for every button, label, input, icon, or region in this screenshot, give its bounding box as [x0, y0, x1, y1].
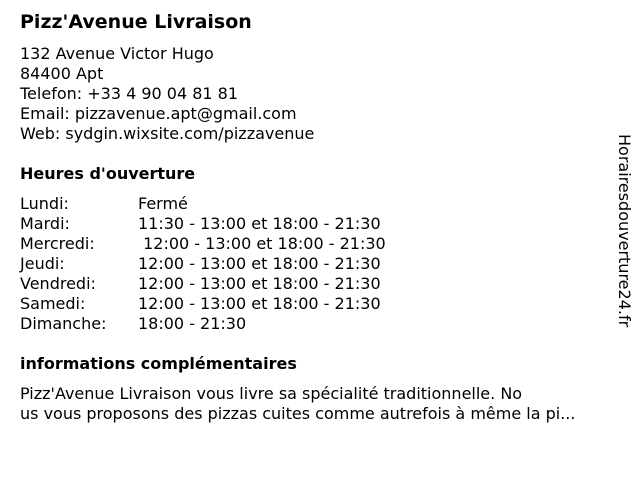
hours-row-dimanche — [20, 314, 386, 334]
hours-day: Mercredi: — [20, 234, 95, 253]
opening-hours-heading: Heures d'ouverture — [20, 164, 196, 183]
hours-day: Jeudi: — [20, 254, 65, 273]
hours-time: 18:00 - 21:30 — [138, 314, 247, 333]
phone-number: Telefon: +33 4 90 04 81 81 — [20, 84, 239, 103]
info-line-1: Pizz'Avenue Livraison vous livre sa spécialité traditionnelle. No — [20, 384, 523, 403]
hours-time: 12:00 - 13:00 et 18:00 - 21:30 — [138, 274, 381, 293]
address-street: 132 Avenue Victor Hugo — [20, 44, 214, 63]
hours-row-mercredi — [20, 234, 386, 254]
website-address: Web: sydgin.wixsite.com/pizzavenue — [20, 124, 315, 143]
hours-time: Fermé — [138, 194, 188, 213]
additional-info-heading: informations complémentaires — [20, 354, 297, 373]
hours-time: 12:00 - 13:00 et 18:00 - 21:30 — [138, 234, 386, 253]
address-city: 84400 Apt — [20, 64, 104, 83]
email-address: Email: pizzavenue.apt@gmail.com — [20, 104, 297, 123]
hours-row-samedi — [20, 294, 386, 314]
page-title: Pizz'Avenue Livraison — [20, 11, 252, 33]
hours-row-vendredi — [20, 274, 386, 294]
hours-row-lundi — [20, 194, 386, 214]
hours-day: Samedi: — [20, 294, 86, 313]
hours-row-jeudi — [20, 254, 386, 274]
hours-time: 12:00 - 13:00 et 18:00 - 21:30 — [138, 254, 381, 273]
opening-hours-table — [20, 194, 386, 334]
site-watermark: Horairesdouverture24.fr — [615, 134, 634, 328]
hours-time: 11:30 - 13:00 et 18:00 - 21:30 — [138, 214, 381, 233]
hours-day: Dimanche: — [20, 314, 107, 333]
additional-info-text — [20, 384, 630, 424]
hours-row-mardi — [20, 214, 386, 234]
hours-day: Vendredi: — [20, 274, 96, 293]
hours-day: Lundi: — [20, 194, 69, 213]
info-line-2: us vous proposons des pizzas cuites comme autrefois à même la pi... — [20, 404, 576, 423]
hours-time: 12:00 - 13:00 et 18:00 - 21:30 — [138, 294, 381, 313]
hours-day: Mardi: — [20, 214, 70, 233]
contact-block — [20, 44, 314, 144]
